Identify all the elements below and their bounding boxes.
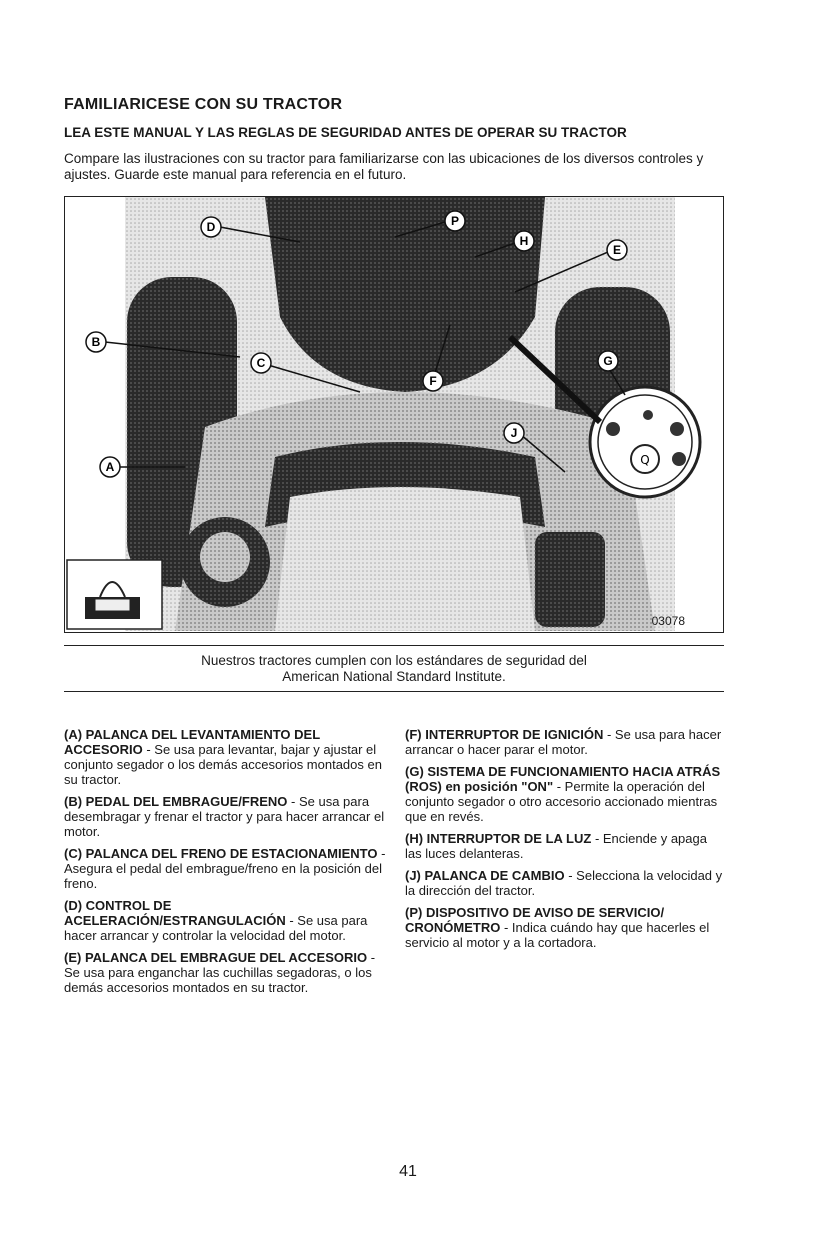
caption-line-1: Nuestros tractores cumplen con los estándares de seguridad del [201, 653, 587, 668]
figure-number: 03078 [651, 614, 685, 628]
callout-c: C [256, 356, 266, 370]
page-subheading: LEA ESTE MANUAL Y LAS REGLAS DE SEGURIDAD ANTES DE OPERAR SU TRACTOR [64, 125, 627, 140]
intro-paragraph: Compare las ilustraciones con su tractor para familiarizarse con las ubicaciones de los diversos controles y ajustes. Guarde este manual para referencia en el futuro. [64, 151, 704, 182]
control-item-b: (B) PEDAL DEL EMBRAGUE/FRENO - Se usa para desembragar y frenar el tractor y para hacer arrancar el motor. [64, 794, 385, 839]
control-item-h: (H) INTERRUPTOR DE LA LUZ - Enciende y apaga las luces delanteras. [405, 831, 707, 861]
page-heading: FAMILIARICESE CON SU TRACTOR [64, 96, 343, 113]
callout-h: H [519, 234, 529, 248]
callout-d: D [206, 220, 216, 234]
figure-caption [64, 653, 724, 685]
caption-line-2: American National Standard Institute. [282, 669, 506, 684]
control-item-g: (G) SISTEMA DE FUNCIONAMIENTO HACIA ATRÁS (ROS) en posición "ON" - Permite la operación del conjunto segador o otro accesorio accionado mientras que en revés. [405, 764, 721, 824]
callout-g: G [603, 354, 613, 368]
control-item-c: (C) PALANCA DEL FRENO DE ESTACIONAMIENTO - Asegura el pedal del embrague/freno en la posición del freno. [64, 846, 386, 891]
page-number: 41 [399, 1163, 417, 1180]
control-item-p: (P) DISPOSITIVO DE AVISO DE SERVICIO/ CRONÓMETRO - Indica cuándo hay que hacerles el servicio al motor y a la cortadora. [405, 905, 710, 950]
controls-list-right [405, 727, 727, 957]
controls-list-left [64, 727, 386, 1002]
callout-f: F [429, 374, 437, 388]
control-item-f: (F) INTERRUPTOR DE IGNICIÓN - Se usa para hacer arrancar o hacer parar el motor. [405, 727, 722, 757]
callout-e: E [612, 243, 622, 257]
svg-text:Q: Q [640, 453, 650, 467]
callout-b: B [91, 335, 101, 349]
control-item-e: (E) PALANCA DEL EMBRAGUE DEL ACCESORIO - Se usa para enganchar las cuchillas segadoras, o los demás accesorios montados en su tractor. [64, 950, 376, 995]
caption-rule-top [64, 645, 724, 646]
callouts-layer [65, 197, 722, 631]
control-item-j: (J) PALANCA DE CAMBIO - Selecciona la velocidad y la dirección del tractor. [405, 868, 723, 898]
tractor-controls-illustration [64, 196, 724, 633]
control-item-a: (A) PALANCA DEL LEVANTAMIENTO DEL ACCESORIO - Se usa para levantar, bajar y ajustar el conjunto segador o los demás accesorios montados en su tractor. [64, 727, 382, 787]
callout-j: J [510, 426, 518, 440]
caption-rule-bottom [64, 691, 724, 692]
callout-p: P [450, 214, 460, 228]
control-item-d: (D) CONTROL DE ACELERACIÓN/ESTRANGULACIÓN - Se usa para hacer arrancar y controlar la velocidad del motor. [64, 898, 368, 943]
callout-a: A [105, 460, 115, 474]
